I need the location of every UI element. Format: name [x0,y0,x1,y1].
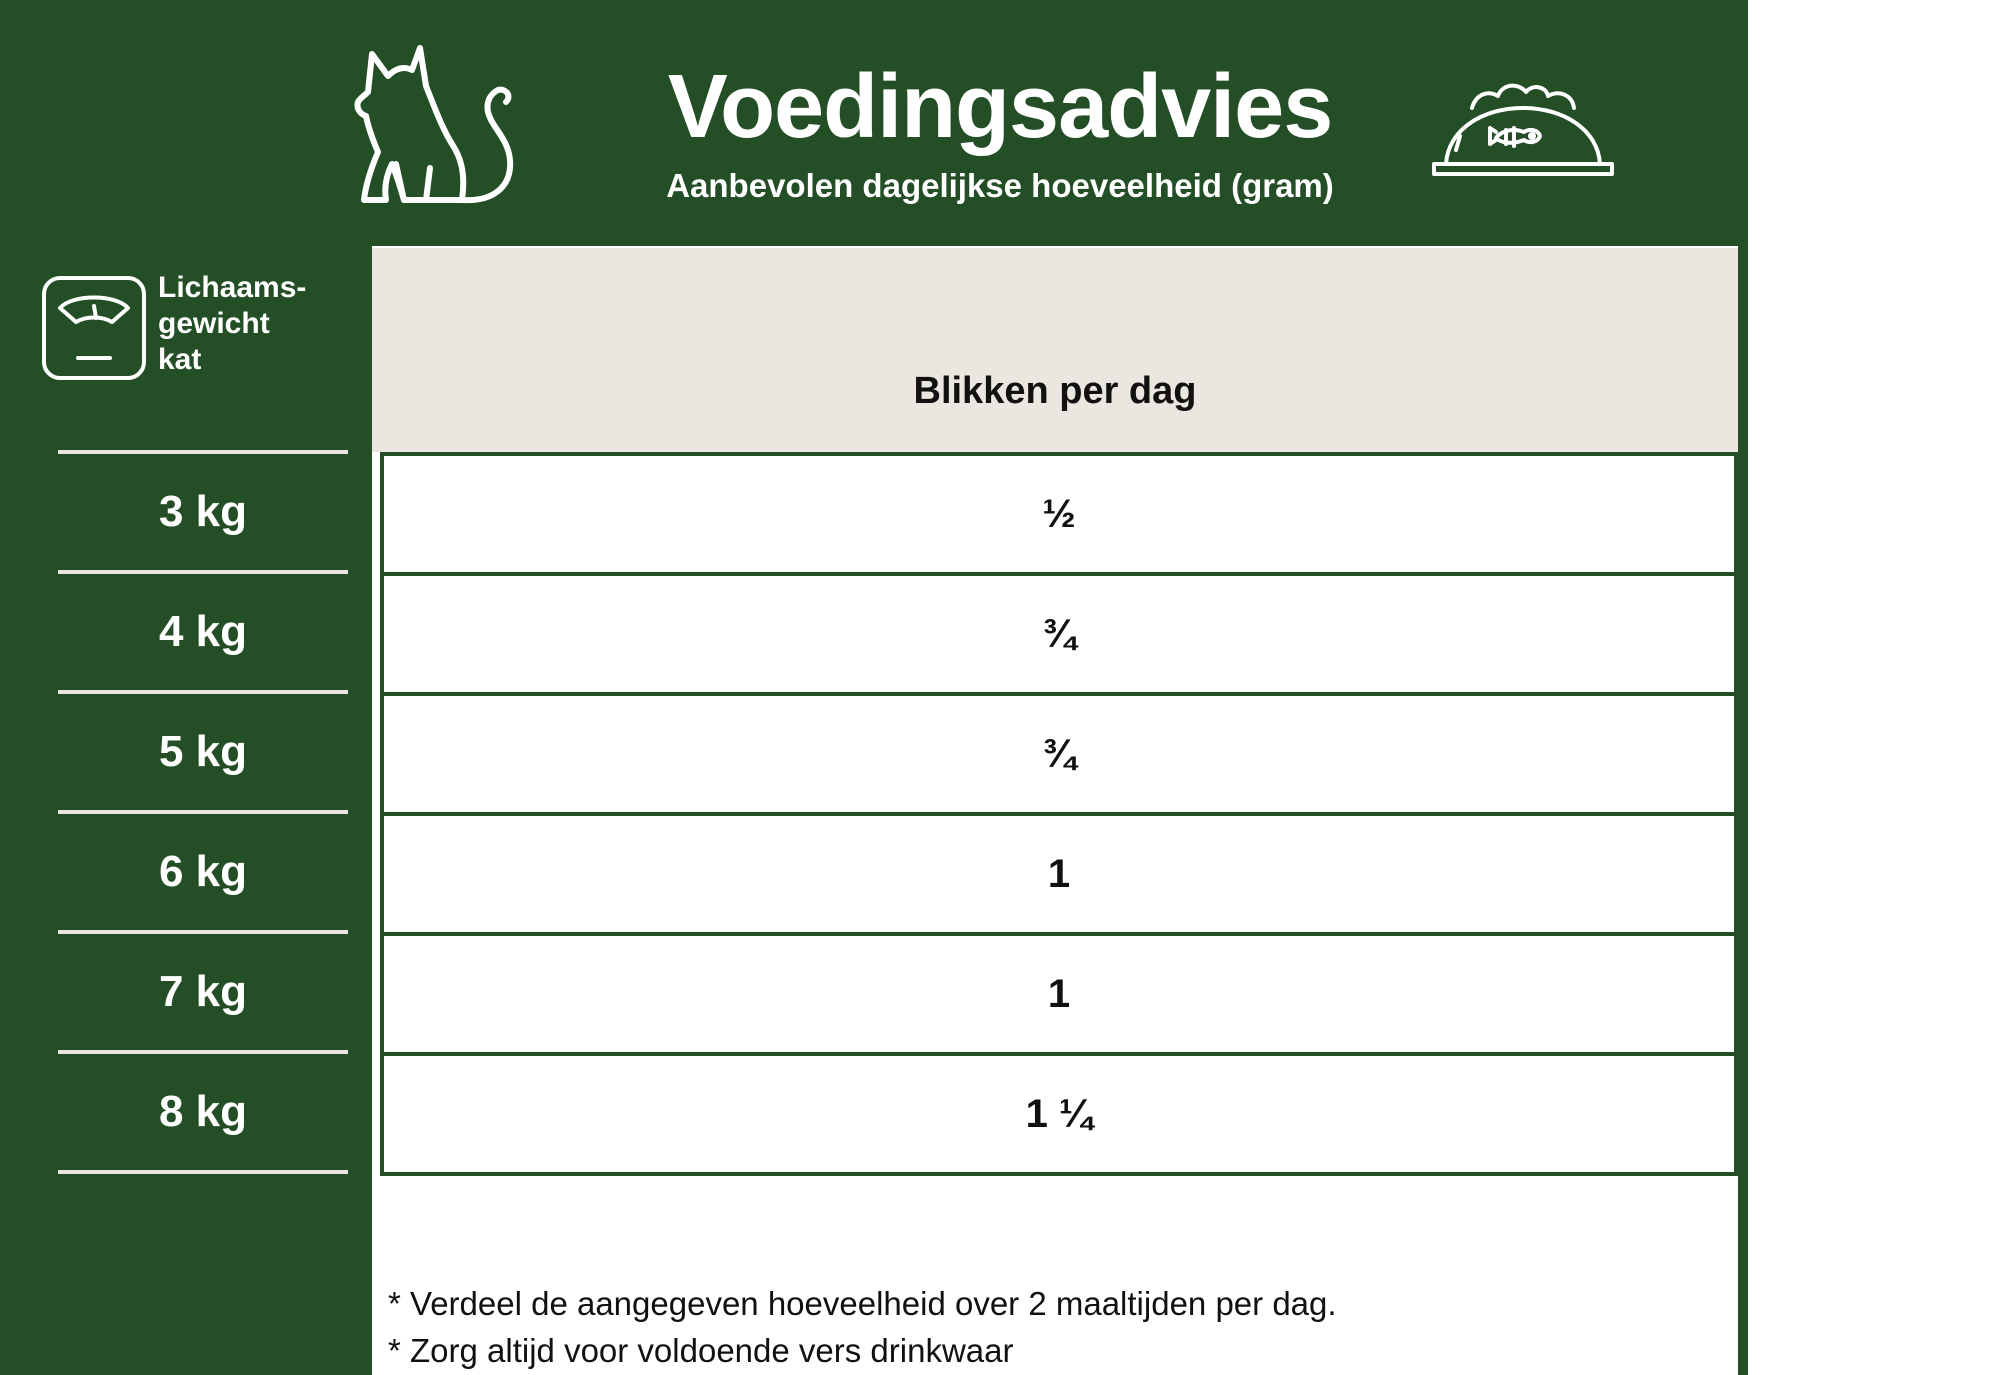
weight-header-line: kat [158,343,202,376]
table-row [380,456,1738,576]
table-row [380,576,1738,696]
footnotes [388,1280,1728,1374]
amount-cell: 1 ¼ [1025,1091,1093,1136]
weight-header-line: Lichaams- [158,271,307,304]
amount-table [380,452,1738,1176]
amount-cell: ¾ [1042,611,1076,656]
weight-list [58,450,348,1174]
amount-cell: 1 [1047,971,1071,1016]
header [0,0,1748,246]
weight-column-header [158,270,338,378]
weight-cell: 3 kg [58,450,348,570]
amount-column-header-label: Blikken per dag [913,370,1197,412]
amount-cell: 1 [1047,851,1071,896]
page-title: Voedingsadvies [667,57,1333,157]
amount-cell: ½ [1042,491,1076,536]
amount-cell: ¾ [1042,731,1076,776]
footnote: * Zorg altijd voor voldoende vers drinkwaar [388,1332,1014,1369]
table-row [380,696,1738,816]
amount-column-header [372,248,1738,452]
table-row [380,936,1738,1056]
weight-header-line: gewicht [158,307,270,340]
weight-cell: 8 kg [58,1050,348,1174]
table-row [380,1056,1738,1176]
weight-cell: 4 kg [58,570,348,690]
weight-cell: 5 kg [58,690,348,810]
weight-cell: 6 kg [58,810,348,930]
table-row [380,816,1738,936]
weight-cell: 7 kg [58,930,348,1050]
scale-icon [40,274,148,382]
cat-icon [330,36,530,216]
footnote: * Verdeel de aangegeven hoeveelheid over 2 maaltijden per dag. [388,1285,1337,1322]
page-subtitle: Aanbevolen dagelijkse hoeveelheid (gram) [666,167,1334,204]
